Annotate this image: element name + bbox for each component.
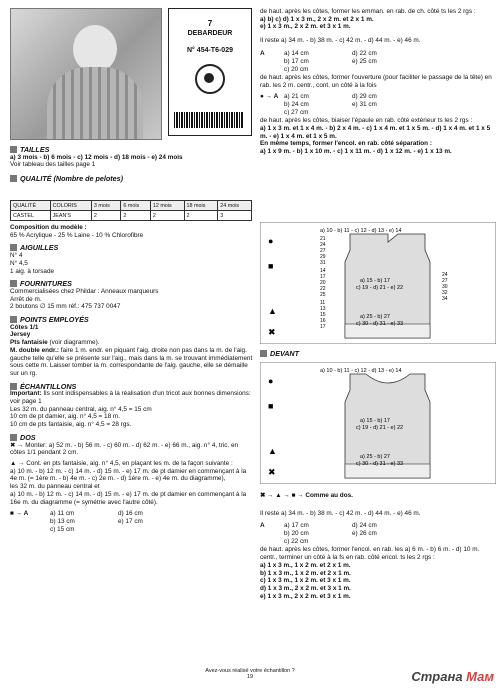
important-text: Ils sont indispensables à la réalisation d'un tricot aux bonnes dimensions: voir page 1 bbox=[10, 390, 251, 406]
step-text: a) 1 x 9 m. - b) 1 x 10 m. - c) 1 x 11 m. - d) 1 x 12 m. - e) 1 x 13 m. bbox=[260, 148, 452, 156]
aiguilles-heading: AIGUILLES bbox=[10, 244, 255, 252]
svg-text:25: 25 bbox=[320, 292, 326, 298]
svg-text:11: 11 bbox=[320, 300, 326, 306]
value: d) 22 cm bbox=[352, 49, 377, 57]
shoulder-dim: a) 10 - b) 11 - c) 12 - d) 13 - e) 14 bbox=[320, 228, 402, 234]
svg-text:27: 27 bbox=[320, 248, 326, 254]
value: d) 29 cm bbox=[352, 93, 377, 101]
step-text: En même temps, former l'encol. en rab. côté séparation : bbox=[260, 140, 432, 148]
svg-text:20: 20 bbox=[320, 280, 326, 286]
svg-text:31: 31 bbox=[320, 260, 326, 266]
triangle-marker-icon: ▲ bbox=[268, 446, 277, 456]
value: d) 16 cm bbox=[118, 510, 143, 518]
value: a) 17 cm bbox=[284, 522, 309, 530]
value: b) 13 cm bbox=[50, 518, 75, 526]
gauge-line: 10 cm de pt damier, aig. n° 4,5 = 18 m. bbox=[10, 413, 121, 421]
needle-size: N° 4 bbox=[10, 252, 23, 260]
chest-dim: a) 15 - b) 17 bbox=[360, 278, 390, 284]
dos-step: ▲ → Cont. en pts fantaisie, aig. n° 4,5, en plaçant les m. de la façon suivante : bbox=[10, 459, 233, 467]
supplies-line: 2 boutons ∅ 15 mm réf.: 475 737 0047 bbox=[10, 303, 121, 311]
triangle-marker-icon: ▲ bbox=[268, 306, 277, 316]
width-dim: c) 30 - d) 31 - e) 33 bbox=[356, 321, 404, 327]
fournitures-heading: FOURNITURES bbox=[10, 280, 255, 288]
table-row: CASTEL JEAN'S 2 2 2 2 3 bbox=[11, 211, 252, 221]
dos-step: a) 10 m. - b) 12 m. - c) 14 m. - d) 15 m. - e) 17 m. de pt damier en commençant à la 4e m. (= 1ère m. - b) 4e m. - c) 2e m. - d) 1ère m. - e) 4e m. du diagramme), bbox=[10, 467, 247, 483]
supplies-line: Commercialisées chez Phildar : Anneaux marqueurs bbox=[10, 287, 159, 295]
chest-dim: c) 19 - d) 21 - e) 22 bbox=[356, 285, 404, 291]
dos-step: ✖ → Monter: a) 52 m. - b) 56 m. - c) 60 m. - d) 62 m. - e) 66 m., aig. n° 4, tric. en côtes 1/1 pendant 2 cm. bbox=[10, 441, 239, 457]
value: e) 25 cm bbox=[352, 57, 377, 65]
step-text: d) 1 x 3 m., 2 x 2 m. et 3 x 1 m. bbox=[260, 584, 351, 592]
cable-needle: 1 aig. à torsade bbox=[10, 267, 55, 275]
value: c) 27 cm bbox=[284, 109, 309, 117]
svg-text:15: 15 bbox=[320, 312, 326, 318]
step-text: a) b) c) d) 1 x 3 m., 2 x 2 m. et 2 x 1 m. bbox=[260, 15, 374, 23]
points-heading: POINTS EMPLOYÉS bbox=[10, 316, 255, 324]
step-marker: A bbox=[260, 49, 265, 57]
sweater-vest bbox=[47, 67, 143, 140]
table-row: QUALITÉ COLORIS 3 mois 6 mois 12 mois 18 mois 24 mois bbox=[11, 201, 252, 211]
left-measures bbox=[320, 236, 326, 330]
svg-text:27: 27 bbox=[442, 278, 448, 284]
important-label: Important: bbox=[10, 390, 42, 398]
cross-marker-icon: ✖ bbox=[268, 467, 276, 477]
step-text: ✖ → ▲ → ■ → Comme au dos. bbox=[260, 492, 353, 499]
step-text: a) 1 x 3 m. et 1 x 4 m. - b) 2 x 4 m. - c) 1 x 4 m. et 1 x 5 m. - d) 1 x 4 m. et 1 x 5 m. - e) 1 x 4 m. et 1 x 5 m. bbox=[260, 124, 491, 140]
barcode-icon bbox=[174, 112, 244, 128]
chest-dim: c) 19 - d) 21 - e) 22 bbox=[356, 425, 404, 431]
step-text: a) 1 x 3 m., 1 x 2 m. et 2 x 1 m. bbox=[260, 561, 351, 569]
width-dim: c) 30 - d) 31 - e) 33 bbox=[356, 461, 404, 467]
square-marker-icon: ■ bbox=[268, 261, 274, 271]
svg-text:34: 34 bbox=[442, 296, 448, 302]
step-marker: ■ → A bbox=[10, 510, 29, 518]
pattern-number: 7 bbox=[207, 19, 213, 28]
value: e) 31 cm bbox=[352, 101, 377, 109]
stitch-name: Côtes 1/1 bbox=[10, 323, 39, 331]
value: e) 26 cm bbox=[352, 530, 377, 538]
chest-dim: a) 15 - b) 17 bbox=[360, 418, 390, 424]
svg-text:21: 21 bbox=[320, 236, 326, 242]
step-text: de haut. après les côtes, former l'ouverture (pour faciliter le passage de la tête) en rab. les 2 m. centr., cont. un côté à la fois bbox=[260, 73, 492, 89]
echantillons-heading: ÉCHANTILLONS bbox=[10, 383, 255, 391]
dos-step: a) 10 m. - b) 12 m. - c) 14 m. - d) 15 m. - e) 17 m. de pt damier en commençant à la 16e m. du diagramme (= symétrie avec l'autre côté). bbox=[10, 490, 247, 506]
stitch-name: Pts fantaisie bbox=[10, 339, 48, 347]
svg-text:22: 22 bbox=[320, 286, 326, 292]
circle-marker-icon: ● bbox=[268, 376, 274, 386]
right-column-bottom bbox=[260, 492, 492, 600]
value: c) 15 cm bbox=[50, 526, 75, 534]
composition-title: Composition du modèle : bbox=[10, 224, 87, 231]
step-text: de haut. après les côtes, former l'encol. en rab. les a) 6 m. - b) 6 m. - d) 10 m. centr., terminer un côté à la fs en rab. côté encol. ts les 2 rgs : bbox=[260, 546, 480, 562]
back-schematic bbox=[260, 222, 496, 344]
supplies-line: Arrêt de m. bbox=[10, 295, 42, 303]
tailles-heading: TAILLES bbox=[10, 146, 255, 154]
value: c) 22 cm bbox=[284, 538, 309, 546]
watermark-text: Мам bbox=[466, 669, 494, 684]
tailles-note: Voir tableau des tailles page 1 bbox=[10, 161, 96, 169]
step-text: e) 1 x 3 m., 2 x 2 m. et 3 x 1 m. bbox=[260, 592, 351, 600]
baby-head bbox=[73, 25, 117, 73]
right-measures bbox=[442, 272, 448, 302]
gauge-line: Les 32 m. du panneau central, aig. n° 4,5 = 15 cm bbox=[10, 405, 152, 413]
value: c) 20 cm bbox=[284, 65, 309, 73]
stitch-name: Jersey bbox=[10, 331, 31, 339]
right-column-top bbox=[260, 8, 492, 156]
width-dim: a) 25 - b) 27 bbox=[360, 454, 390, 460]
circle-marker-icon: ● bbox=[268, 236, 274, 246]
dos-step: les 32 m. du panneau central et bbox=[10, 483, 100, 491]
value: b) 20 cm bbox=[284, 530, 309, 538]
brand-logo-icon bbox=[195, 64, 225, 94]
watermark bbox=[411, 669, 494, 684]
value: b) 17 cm bbox=[284, 57, 309, 65]
step-marker: A bbox=[260, 522, 265, 530]
svg-text:13: 13 bbox=[320, 306, 326, 312]
pattern-title: DEBARDEUR bbox=[187, 30, 233, 38]
composition-text: 65 % Acrylique - 25 % Laine - 10 % Chlorofibre bbox=[10, 231, 144, 239]
width-dim: a) 25 - b) 27 bbox=[360, 314, 390, 320]
gauge-line: 10 cm de pts fantaisie, aig. n° 4,5 = 28 rgs. bbox=[10, 421, 132, 429]
watermark-text: Страна bbox=[411, 669, 467, 684]
value: b) 24 cm bbox=[284, 101, 309, 109]
baby-photo bbox=[10, 8, 162, 140]
value: d) 24 cm bbox=[352, 522, 377, 530]
svg-text:16: 16 bbox=[320, 318, 326, 324]
cross-marker-icon: ✖ bbox=[268, 327, 276, 337]
needle-size: N° 4,5 bbox=[10, 259, 28, 267]
page-footer bbox=[190, 668, 310, 680]
front-schematic bbox=[260, 362, 496, 484]
pattern-ref: N° 454-T6-029 bbox=[187, 47, 233, 55]
value: a) 21 cm bbox=[284, 93, 309, 101]
svg-text:24: 24 bbox=[442, 272, 448, 278]
footer-question: Avez-vous réalisé votre échantillon ? bbox=[205, 668, 295, 674]
tailles-sizes: a) 3 mois - b) 6 mois - c) 12 mois - d) 18 mois - e) 24 mois bbox=[10, 153, 183, 161]
svg-text:30: 30 bbox=[442, 284, 448, 290]
step-text: Il reste a) 34 m. - b) 38 m. - c) 42 m. - d) 44 m. - e) 46 m. bbox=[260, 37, 421, 45]
yarn-table bbox=[10, 200, 252, 221]
value: a) 14 cm bbox=[284, 49, 309, 57]
dos-heading: DOS bbox=[10, 434, 255, 442]
step-text: c) 1 x 3 m., 1 x 2 m. et 3 x 1 m. bbox=[260, 577, 351, 585]
svg-text:17: 17 bbox=[320, 274, 326, 280]
svg-text:29: 29 bbox=[320, 254, 326, 260]
square-marker-icon: ■ bbox=[268, 401, 274, 411]
step-text: de haut. après les côtes, biaiser l'épaule en rab. côté extérieur ts les 2 rgs : bbox=[260, 117, 473, 125]
page-number: 19 bbox=[246, 674, 254, 680]
stitch-desc: (voir diagramme). bbox=[49, 339, 100, 347]
shoulder-dim: a) 10 - b) 11 - c) 12 - d) 13 - e) 14 bbox=[320, 368, 402, 374]
qualite-heading: QUALITÉ (Nombre de pelotes) bbox=[10, 175, 255, 183]
left-column-body bbox=[10, 224, 255, 534]
svg-text:17: 17 bbox=[320, 324, 326, 330]
step-marker: ● → A bbox=[260, 93, 279, 101]
step-text: e) 1 x 3 m., 2 x 2 m. et 3 x 1 m. bbox=[260, 23, 351, 31]
svg-text:32: 32 bbox=[442, 290, 448, 296]
step-text: Il reste a) 34 m. - b) 38 m. - c) 42 m. - d) 44 m. - e) 46 m. bbox=[260, 509, 421, 517]
svg-text:14: 14 bbox=[320, 268, 326, 274]
devant-heading: DEVANT bbox=[260, 350, 299, 358]
step-text: de haut. après les côtes, former les emman. en rab. de ch. côté ts les 2 rgs : bbox=[260, 8, 476, 15]
stitch-desc: faire 1 m. endr. en piquant l'aig. droite non pas dans la m. de l'aig. gauche telle qu'elle se présente sur l'aig., mais dans la m. se trouvant immédiatement sous cette m. Laisser tomber la m. correspondante de l'aig. gauche, elle se démaille sur un rg. bbox=[10, 346, 253, 377]
step-text: b) 1 x 3 m., 1 x 2 m. et 2 x 1 m. bbox=[260, 569, 351, 577]
value: e) 17 cm bbox=[118, 518, 143, 526]
stitch-name: M. double endr.: bbox=[10, 346, 59, 354]
value: a) 11 cm bbox=[50, 510, 75, 518]
svg-text:24: 24 bbox=[320, 242, 326, 248]
